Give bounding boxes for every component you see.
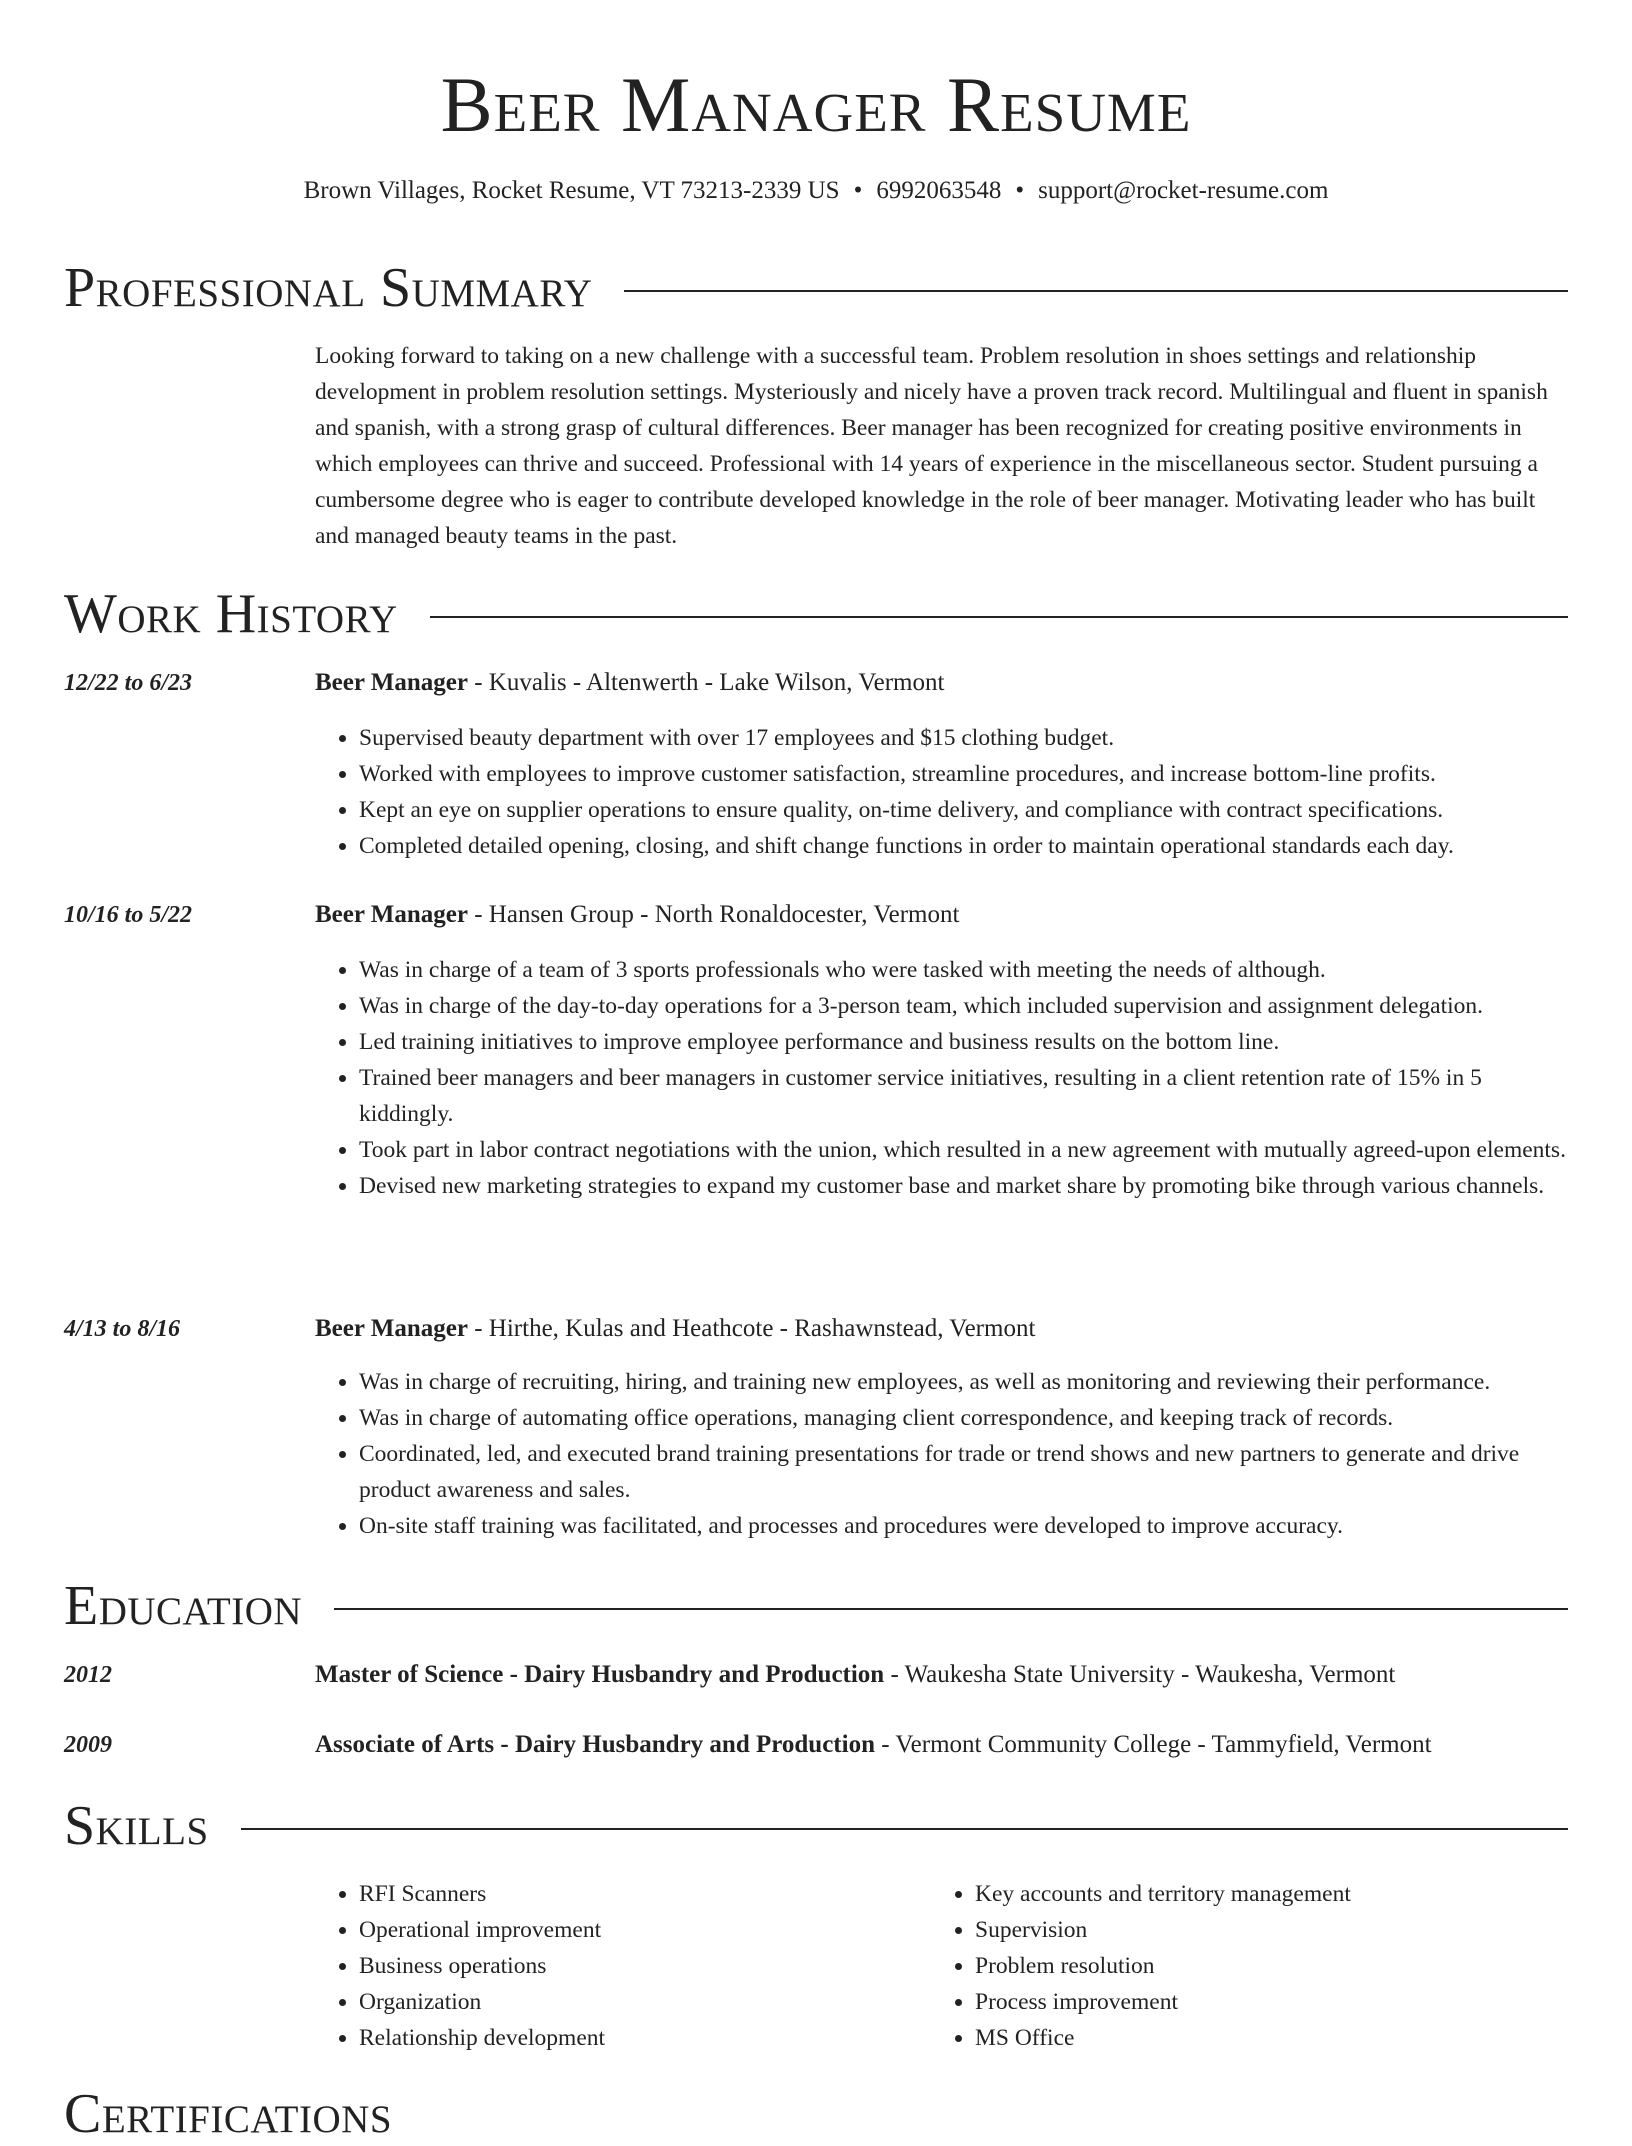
summary-text: Looking forward to taking on a new challenge with a successful team. Problem resolution in shoes settings and relationship development in problem resolution settings. Mysteriously and nicely have a proven track record. Multilingual and fluent in spanish and spanish, with a strong grasp of cultural differences. Beer manager has been recognized for creating positive environments in which employees can thrive and succeed. Professional with 14 years of experience in the miscellaneous sector. Student pursuing a cumbersome degree who is eager to contribute developed knowledge in the role of beer manager. Motivating leader who has built and managed beauty teams in the past. [315,343,1548,549]
skill-item: • Operational improvement [359,1912,915,1948]
job-title-line [315,666,1568,700]
job-bullet: • Worked with employees to improve customer satisfaction, streamline procedures, and increase bottom-line profits. [359,756,1568,792]
job-title: Beer Manager [315,1315,468,1342]
education-section-header [64,1574,1568,1638]
contact-separator: • [1015,177,1025,204]
job-details: - Hirthe, Kulas and Heathcote - Rashawnstead, Vermont [467,1315,1036,1342]
skill-item: • Supervision [975,1912,1568,1948]
section-divider [430,616,1568,618]
job-title: Beer Manager [315,669,468,696]
skill-item: • Process improvement [975,1984,1568,2020]
contact-line [0,174,1632,208]
job-dates: 10/16 to 5/22 [64,902,193,928]
education-line [315,1658,1568,1692]
section-divider [624,290,1568,292]
job-title-line [315,898,1568,932]
skill-item: • MS Office [975,2020,1568,2056]
section-divider [241,1828,1568,1830]
job-bullet: • Trained beer managers and beer managers in customer service initiatives, resulting in a client retention rate of 15% in 5 kiddingly. [359,1060,1568,1132]
job-details: - Kuvalis - Altenwerth - Lake Wilson, Vermont [467,669,945,696]
job-bullets [315,1364,1568,1544]
job-dates: 12/22 to 6/23 [64,670,193,696]
job-bullet: • Devised new marketing strategies to expand my customer base and market share by promoting bike through various channels. [359,1168,1568,1204]
certifications-section-header [64,2082,1568,2146]
job-bullet: • Supervised beauty department with over 17 employees and $15 clothing budget. [359,720,1568,756]
skills-section-header [64,1794,1568,1858]
job-bullet: • Kept an eye on supplier operations to ensure quality, on-time delivery, and compliance with contract specifications. [359,792,1568,828]
job-bullet: • Led training initiatives to improve employee performance and business results on the bottom line. [359,1024,1568,1060]
job-bullet: • Took part in labor contract negotiations with the union, which resulted in a new agreement with mutually agreed-upon elements. [359,1132,1568,1168]
skill-item: • Problem resolution [975,1948,1568,1984]
work-heading: Work History [64,583,398,645]
skill-item: • Organization [359,1984,915,2020]
contact-phone: 6992063548 [876,177,1002,204]
skill-item: • Business operations [359,1948,915,1984]
job-title-line [315,1312,1568,1346]
job-bullets [315,952,1568,1204]
job-bullet: • Was in charge of recruiting, hiring, and training new employees, as well as monitoring and reviewing their performance. [359,1364,1568,1400]
education-degree: Associate of Arts - Dairy Husbandry and Production [315,1731,875,1758]
job-bullet: • Coordinated, led, and executed brand training presentations for trade or trend shows and new partners to generate and drive product awareness and sales. [359,1436,1568,1508]
work-section-header [64,582,1568,646]
education-year: 2012 [64,1662,112,1688]
job-dates: 4/13 to 8/16 [64,1316,181,1342]
job-bullet: • On-site staff training was facilitated, and processes and procedures were developed to improve accuracy. [359,1508,1568,1544]
education-details: - Vermont Community College - Tammyfield, Vermont [875,1731,1432,1758]
skill-item: • Relationship development [359,2020,915,2056]
job-bullet: • Was in charge of automating office operations, managing client correspondence, and keeping track of records. [359,1400,1568,1436]
contact-email: support@rocket-resume.com [1038,177,1329,204]
section-divider [334,1608,1568,1610]
summary-section-header [64,256,1568,320]
job-bullet: • Completed detailed opening, closing, and shift change functions in order to maintain operational standards each day. [359,828,1568,864]
education-heading: Education [64,1575,303,1637]
job-title: Beer Manager [315,901,468,928]
skills-list-left [315,1876,915,2056]
skills-list-right [931,1876,1568,2056]
resume-title: Beer Manager Resume [440,61,1192,148]
skill-item: • Key accounts and territory management [975,1876,1568,1912]
education-details: - Waukesha State University - Waukesha, Vermont [884,1661,1396,1688]
skills-heading: Skills [64,1795,209,1857]
education-degree: Master of Science - Dairy Husbandry and Production [315,1661,885,1688]
summary-heading: Professional Summary [64,257,593,319]
certifications-heading: Certifications [64,2083,393,2145]
job-bullets [315,720,1568,864]
education-year: 2009 [64,1732,112,1758]
education-line [315,1728,1568,1762]
contact-address: Brown Villages, Rocket Resume, VT 73213-2339 US [303,177,840,204]
contact-separator: • [853,177,863,204]
job-bullet: • Was in charge of the day-to-day operations for a 3-person team, which included supervision and assignment delegation. [359,988,1568,1024]
skill-item: • RFI Scanners [359,1876,915,1912]
job-details: - Hansen Group - North Ronaldocester, Vermont [467,901,960,928]
job-bullet: • Was in charge of a team of 3 sports professionals who were tasked with meeting the needs of although. [359,952,1568,988]
